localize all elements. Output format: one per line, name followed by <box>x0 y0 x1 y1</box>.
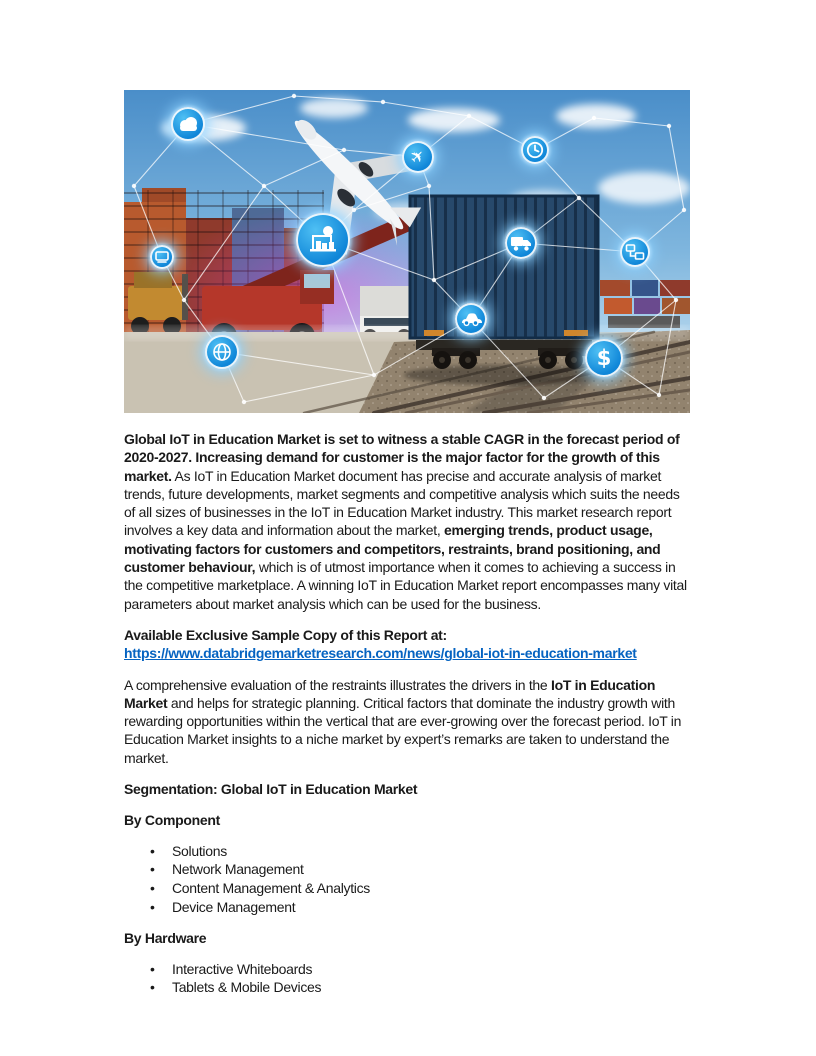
list-item <box>124 978 690 997</box>
connected-devices-icon <box>620 237 650 267</box>
segmentation-heading: Segmentation: Global IoT in Education Market <box>124 781 418 798</box>
bullet-icon: • <box>150 880 155 897</box>
list-item <box>124 960 690 979</box>
clock-icon <box>521 136 549 164</box>
market-bold-text: IoT in Education Market <box>124 676 656 711</box>
airplane-icon <box>402 141 434 173</box>
bullet-icon: • <box>150 842 155 859</box>
globe-icon <box>205 335 239 369</box>
sample-copy-label: Available Exclusive Sample Copy of this Report at: <box>124 626 447 643</box>
list-item-label: Network Management <box>172 861 304 878</box>
bullet-icon: • <box>150 861 155 878</box>
monitor-icon <box>150 245 174 269</box>
hardware-list <box>124 960 690 997</box>
car-icon <box>455 303 487 335</box>
intro-regular-text: As IoT in Education Market document has precise and accurate analysis of market trends, future developments, market segments and competitive analysis which suits the needs of all sizes of businesses in the IoT in Education Market industry. This market research report involves a key data and information about the market, <box>124 467 680 539</box>
document-body <box>124 430 690 997</box>
list-item-label: Interactive Whiteboards <box>172 960 313 977</box>
features-bold-text: emerging trends, product usage, motivating factors for customers and competitors, restraints, brand positioning, and customer behaviour, <box>124 522 661 576</box>
list-item-label: Solutions <box>172 842 227 859</box>
list-item <box>124 879 690 898</box>
intro-paragraph <box>124 430 690 613</box>
component-list <box>124 842 690 917</box>
sample-copy-paragraph <box>124 626 690 663</box>
dollar-icon <box>585 339 623 377</box>
bullet-icon: • <box>150 960 155 977</box>
list-item-label: Tablets & Mobile Devices <box>172 979 322 996</box>
list-item-label: Device Management <box>172 898 296 915</box>
evaluation-end-text: and helps for strategic planning. Critical factors that dominate the industry growth with rewarding opportunities within the vertical that are ever-growing over the forecast period. IoT in Education Market insights to a niche market by expert’s remarks are taken to understand the market. <box>124 694 682 766</box>
list-item <box>124 860 690 879</box>
intro-bold-text: Global IoT in Education Market is set to witness a stable CAGR in the forecast period of 2020-2027. Increasing demand for customer is the major factor for the growth of this market. <box>124 431 680 484</box>
intro-closing-text: which is of utmost importance when it comes to achieving a success in the competitive marketplace. A winning IoT in Education Market report encompasses many vital parameters about market analysis which can be used for the business. <box>124 559 687 612</box>
bullet-icon: • <box>150 979 155 996</box>
hero-image <box>124 90 690 413</box>
distant-containers <box>600 280 690 328</box>
list-item <box>124 898 690 917</box>
list-item-label: Content Management & Analytics <box>172 880 371 897</box>
cloud-icon <box>171 107 205 141</box>
svg-text:$: $ <box>596 346 612 370</box>
svg-text:✈: ✈ <box>405 144 431 170</box>
bullet-icon: • <box>150 898 155 915</box>
port-crane-icon <box>296 213 350 267</box>
report-link[interactable]: https://www.databridgemarketresearch.com/news/global-iot-in-education-market <box>124 645 637 662</box>
evaluation-start-text: A comprehensive evaluation of the restraints illustrates the drivers in the <box>124 676 551 693</box>
truck-icon <box>505 227 537 259</box>
by-component-heading: By Component <box>124 812 220 829</box>
by-hardware-heading: By Hardware <box>124 930 207 947</box>
list-item <box>124 842 690 861</box>
evaluation-paragraph <box>124 676 690 767</box>
